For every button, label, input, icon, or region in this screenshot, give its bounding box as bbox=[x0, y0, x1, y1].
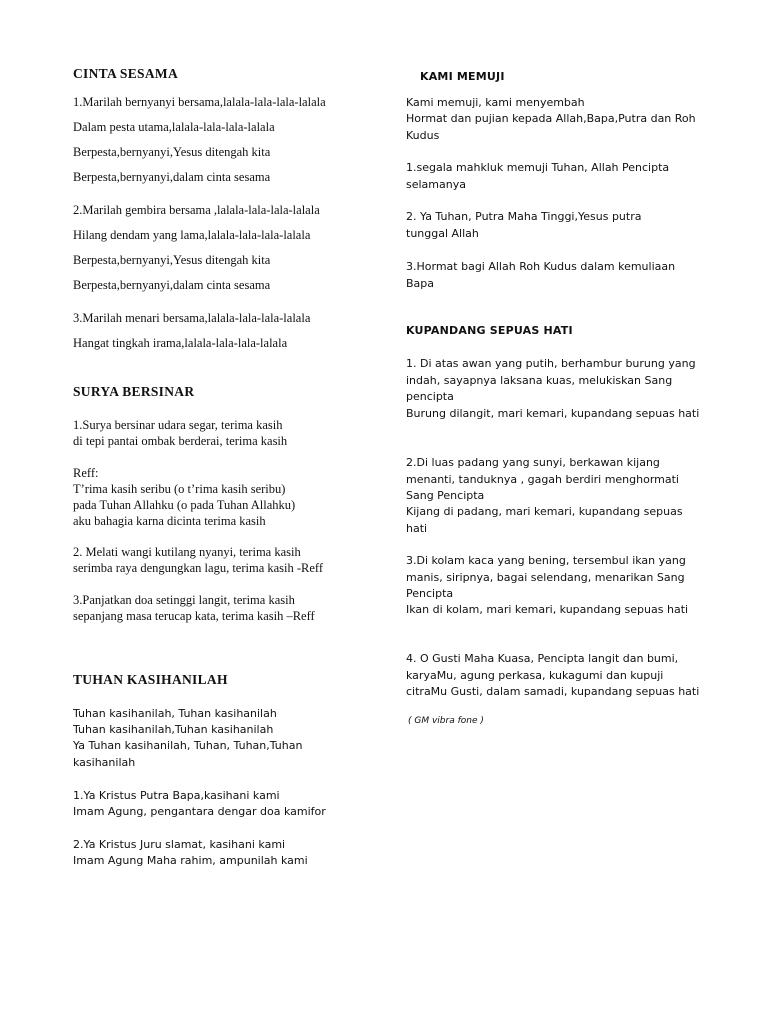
song-title: SURYA BERSINAR bbox=[73, 384, 195, 399]
song-title: KUPANDANG SEPUAS HATI bbox=[406, 324, 573, 337]
song-kami-memuji bbox=[406, 70, 706, 290]
lyric-line: di tepi pantai ombak berderai, terima kasih bbox=[73, 434, 288, 448]
lyric-line: 1.Marilah bernyanyi bersama,lalala-lala-lala-lalala bbox=[73, 95, 326, 109]
song-cinta-sesama bbox=[73, 66, 373, 350]
lyric-line: pada Tuhan Allahku (o pada Tuhan Allahku) bbox=[73, 498, 296, 512]
lyric-line: Kijang di padang, mari kemari, kupandang sepuas hati bbox=[406, 505, 683, 535]
lyric-line: 1.Surya bersinar udara segar, terima kasih bbox=[73, 418, 283, 432]
song-credit: ( GM vibra fone ) bbox=[408, 716, 484, 726]
lyric-line: 1.segala mahkluk memuji Tuhan, Allah Pencipta selamanya bbox=[406, 161, 670, 191]
lyric-line: 4. O Gusti Maha Kuasa, Pencipta langit dan bumi, karyaMu, agung perkasa, kukagumi dan kupuji citraMu Gusti, dalam samadi, kupandang sepuas hati bbox=[406, 652, 700, 698]
lyric-line: T’rima kasih seribu (o t’rima kasih seribu) bbox=[73, 482, 286, 496]
lyric-line: 2. Ya Tuhan, Putra Maha Tinggi,Yesus putra tunggal Allah bbox=[406, 210, 642, 240]
lyric-line: Kami memuji, kami menyembah bbox=[406, 96, 585, 109]
lyric-line: 2. Melati wangi kutilang nyanyi, terima kasih bbox=[73, 545, 301, 559]
lyric-line: 3.Hormat bagi Allah Roh Kudus dalam kemuliaan Bapa bbox=[406, 260, 676, 290]
lyric-line: 3.Di kolam kaca yang bening, tersembul ikan yang manis, siripnya, bagai selendang, menarikan Sang Pencipta bbox=[406, 554, 686, 600]
song-kupandang-sepuas-hati bbox=[406, 324, 706, 726]
song-surya-bersinar bbox=[73, 384, 373, 623]
lyric-line: 2.Ya Kristus Juru slamat, kasihani kami bbox=[73, 838, 286, 851]
lyric-line: Hilang dendam yang lama,lalala-lala-lala-lalala bbox=[73, 228, 311, 242]
lyric-line: Berpesta,bernyanyi,dalam cinta sesama bbox=[73, 278, 271, 292]
lyric-line: Imam Agung Maha rahim, ampunilah kami bbox=[73, 854, 308, 867]
lyric-line: sepanjang masa terucap kata, terima kasih –Reff bbox=[73, 609, 315, 623]
lyric-line: 2.Di luas padang yang sunyi, berkawan kijang menanti, tanduknya , gagah berdiri menghormati Sang Pencipta bbox=[406, 456, 679, 502]
lyric-line: serimba raya dengungkan lagu, terima kasih -Reff bbox=[73, 561, 324, 575]
lyric-line: Reff: bbox=[73, 466, 99, 480]
lyric-line: 2.Marilah gembira bersama ,lalala-lala-lala-lalala bbox=[73, 203, 320, 217]
lyric-line: Berpesta,bernyanyi,Yesus ditengah kita bbox=[73, 145, 271, 159]
lyric-line: Tuhan kasihanilah,Tuhan kasihanilah bbox=[73, 723, 274, 736]
lyric-line: 3.Marilah menari bersama,lalala-lala-lala-lalala bbox=[73, 311, 311, 325]
song-tuhan-kasihanilah bbox=[73, 672, 373, 867]
song-title: KAMI MEMUJI bbox=[420, 70, 505, 83]
lyric-line: Imam Agung, pengantara dengar doa kamifor bbox=[73, 805, 326, 818]
song-title: TUHAN KASIHANILAH bbox=[73, 672, 228, 687]
lyric-line: 1.Ya Kristus Putra Bapa,kasihani kami bbox=[73, 789, 280, 802]
lyric-line: Hangat tingkah irama,lalala-lala-lala-lalala bbox=[73, 336, 288, 350]
lyric-line: 1. Di atas awan yang putih, berhambur burung yang indah, sayapnya laksana kuas, melukiskan Sang pencipta bbox=[406, 357, 696, 403]
lyric-line: Ikan di kolam, mari kemari, kupandang sepuas hati bbox=[406, 603, 689, 616]
lyric-line: 3.Panjatkan doa setinggi langit, terima kasih bbox=[73, 593, 295, 607]
lyric-line: Burung dilangit, mari kemari, kupandang sepuas hati bbox=[406, 407, 700, 420]
song-title: CINTA SESAMA bbox=[73, 66, 178, 81]
lyric-line: Berpesta,bernyanyi,dalam cinta sesama bbox=[73, 170, 271, 184]
lyric-line: Tuhan kasihanilah, Tuhan kasihanilah bbox=[73, 707, 277, 720]
lyric-line: Hormat dan pujian kepada Allah,Bapa,Putra dan Roh Kudus bbox=[406, 112, 696, 142]
lyric-line: aku bahagia karna dicinta terima kasih bbox=[73, 514, 266, 528]
lyric-line: Ya Tuhan kasihanilah, Tuhan, Tuhan,Tuhan kasihanilah bbox=[73, 739, 303, 769]
lyric-line: Berpesta,bernyanyi,Yesus ditengah kita bbox=[73, 253, 271, 267]
lyric-line: Dalam pesta utama,lalala-lala-lala-lalala bbox=[73, 120, 275, 134]
